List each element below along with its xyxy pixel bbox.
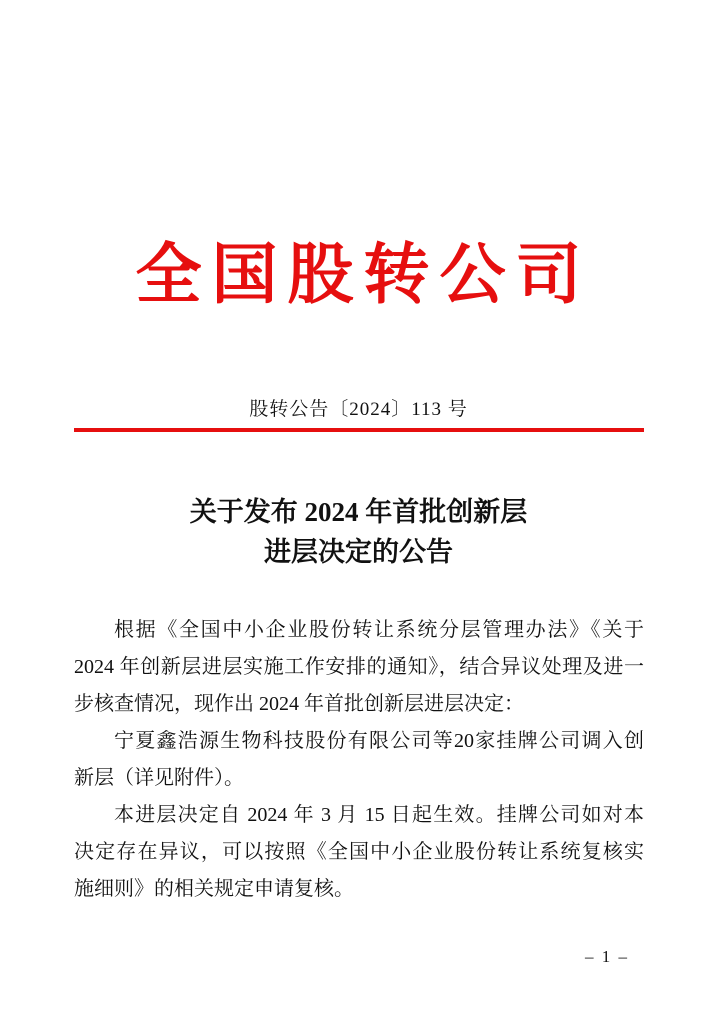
body-line: 新层（详见附件）。 [74,767,244,789]
document-number: 股转公告〔2024〕113 号 [249,399,468,420]
document-title-line-1: 关于发布 2024 年首批创新层 [189,497,528,527]
document-title-line-2: 进层决定的公告 [264,537,453,567]
body-line: 根据《全国中小企业股份转让系统分层管理办法》《关于 [114,619,644,641]
body-line: 施细则》的相关规定申请复核。 [74,878,354,900]
issuing-org-title: 全国股转公司 [135,239,592,312]
body-line: 2024 年创新层进层实施工作安排的通知》，结合异议处理及进一 [74,656,644,678]
document-title [0,492,717,572]
red-separator-rule [74,428,644,432]
page-number: – 1 – [585,947,629,966]
body-line: 本进层决定自 2024 年 3 月 15 日起生效。挂牌公司如对本 [114,804,644,826]
body-line: 决定存在异议，可以按照《全国中小企业股份转让系统复核实 [74,841,644,863]
document-body [74,612,644,908]
body-line: 宁夏鑫浩源生物科技股份有限公司等20家挂牌公司调入创 [114,730,644,752]
body-line: 步核查情况，现作出 2024 年首批创新层进层决定： [74,693,524,715]
